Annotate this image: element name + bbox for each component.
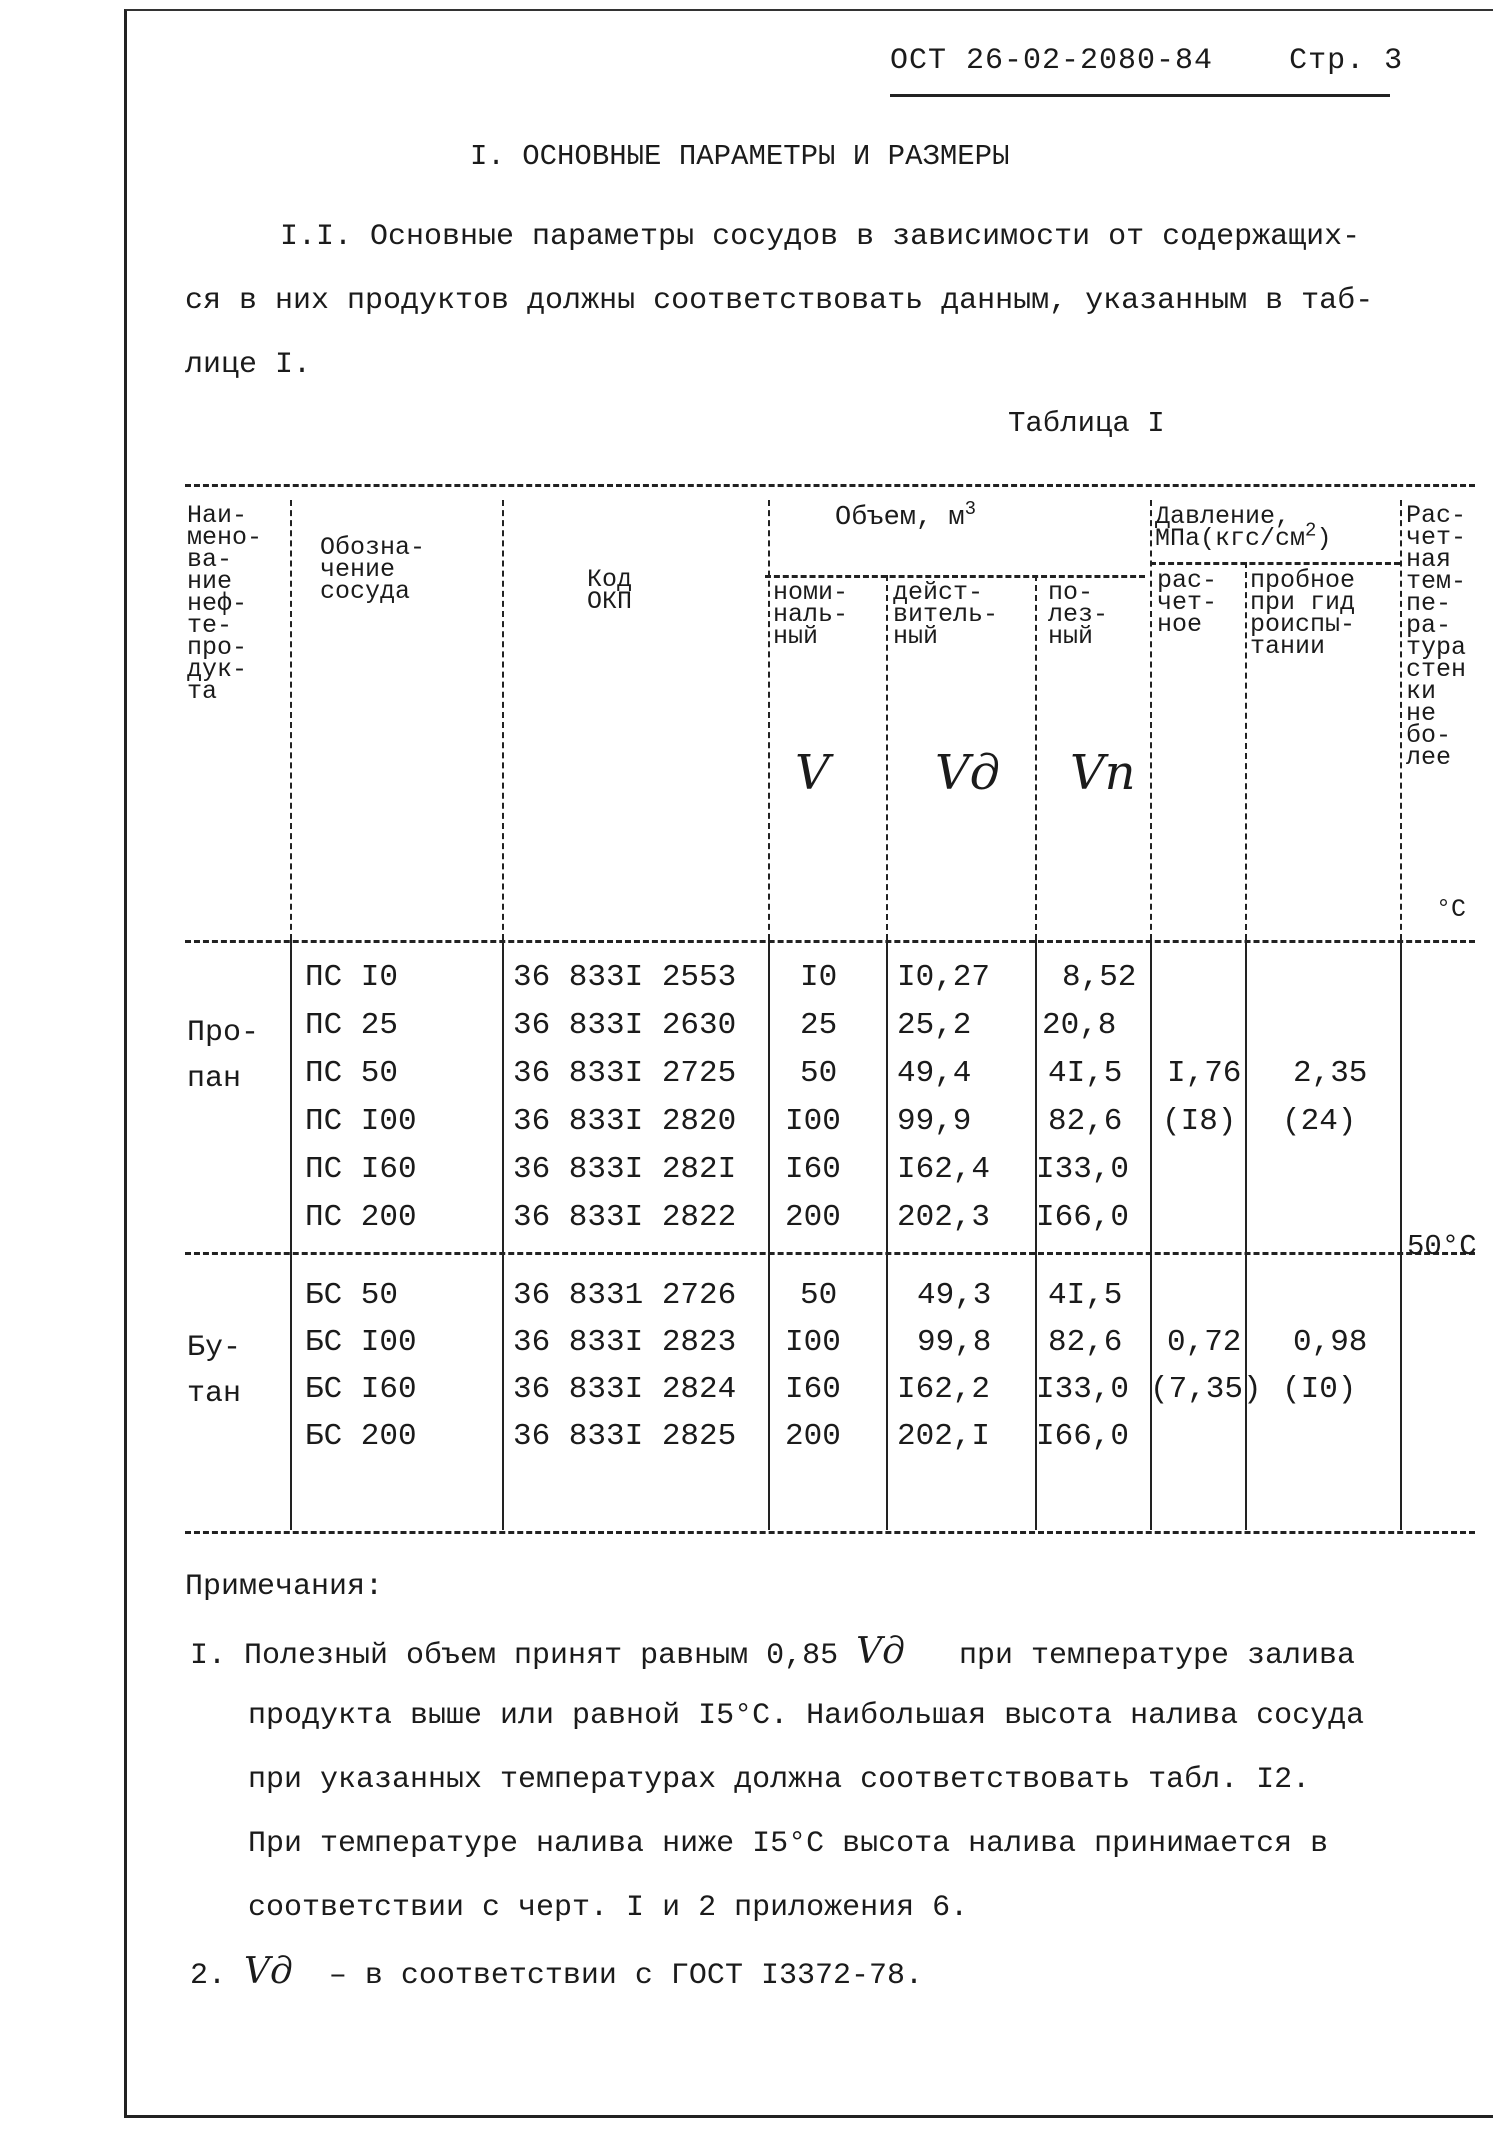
note-1-line-2: продукта выше или равной I5°С. Наибольшая высота налива сосуда (248, 1699, 1365, 1733)
table-caption: Таблица I (1008, 407, 1165, 440)
note-1-line-4: При температуре налива ниже I5°С высота налива принимается в (248, 1827, 1329, 1861)
header-bottom-rule (185, 940, 1475, 943)
col-rule-1 (290, 940, 292, 1530)
product-butane: Бу- тан (187, 1331, 242, 1411)
col-rule-6 (1150, 940, 1152, 1530)
pressure-calc-propane: I,76 (1167, 1056, 1242, 1091)
cell-actual: 99,8 (917, 1325, 992, 1360)
header-actual: дейст- витель- ный (893, 578, 999, 651)
cell-actual: 202,3 (897, 1200, 991, 1235)
symbol-nominal: V (795, 745, 830, 801)
cell-nominal: 50 (800, 1056, 838, 1091)
cell-nominal: I0 (800, 960, 838, 995)
pressure-calc-butane: 0,72 (1167, 1325, 1242, 1360)
pressure-test-butane: 0,98 (1293, 1325, 1368, 1360)
pressure-calc-kgf-butane: (7,35) (1150, 1372, 1262, 1407)
pressure-subheader-rule (1150, 562, 1400, 565)
cell-useful: I66,0 (1036, 1200, 1130, 1235)
col-rule-4 (886, 940, 888, 1530)
cell-actual: 202,I (897, 1419, 991, 1454)
section-title: I. ОСНОВНЫЕ ПАРАМЕТРЫ И РАЗМЕРЫ (470, 140, 1010, 173)
cell-useful: 20,8 (1042, 1008, 1117, 1043)
header-volume: Объем, $м^3$ (835, 498, 977, 533)
cell-actual: I0,27 (897, 960, 991, 995)
symbol-actual: Vд (935, 745, 1001, 801)
cell-designation: ПС 50 (305, 1056, 399, 1091)
cell-designation: ПС 200 (305, 1200, 417, 1235)
cell-designation: ПС I00 (305, 1104, 417, 1139)
header-nominal: номи- наль- ный (773, 578, 849, 651)
cell-okp: 36 833I 2824 (513, 1372, 737, 1407)
col-rule-8h (1400, 500, 1402, 940)
header-designation: Обозна- чение сосуда (320, 533, 426, 606)
note-2: 2. Vд – в соответствии с ГОСТ I3372-78. (190, 1951, 923, 1993)
cell-nominal: 200 (785, 1419, 841, 1454)
pressure-calc-kgf-propane: (I8) (1162, 1104, 1237, 1139)
col-rule-2 (502, 940, 504, 1530)
cell-designation: БС 200 (305, 1419, 417, 1454)
col-rule-6h (1150, 500, 1152, 940)
cell-okp: 36 833I 2725 (513, 1056, 737, 1091)
header-temperature: Рас- чет- ная тем- пе- ра- тура стен ки не бо- лее (1406, 501, 1467, 772)
cell-actual: 49,4 (897, 1056, 972, 1091)
notes-title: Примечания: (185, 1570, 384, 1604)
cell-useful: 82,6 (1048, 1325, 1123, 1360)
pressure-test-kgf-butane: (I0) (1282, 1372, 1357, 1407)
cell-designation: ПС I0 (305, 960, 399, 995)
col-rule-3h (768, 500, 770, 940)
cell-designation: БС I00 (305, 1325, 417, 1360)
header-pressure-calc: рас- чет- ное (1157, 566, 1218, 639)
col-rule-2h (502, 500, 504, 940)
cell-nominal: I60 (785, 1152, 841, 1187)
header-pressure: Давление, $МПа(кгс/см^2)$ (1155, 502, 1332, 553)
document-code: ОСТ 26-02-2080-84 Стр. 3 (890, 44, 1404, 78)
table-top-rule (185, 484, 1475, 487)
note-1-line-5: соответствии с черт. I и 2 приложения 6. (248, 1891, 969, 1925)
cell-okp: 36 833I 2820 (513, 1104, 737, 1139)
cell-okp: 36 8331 2726 (513, 1278, 737, 1313)
cell-actual: I62,4 (897, 1152, 991, 1187)
cell-nominal: 25 (800, 1008, 838, 1043)
header-useful: по- лез- ный (1048, 578, 1109, 651)
col-rule-5h (1035, 575, 1037, 940)
col-rule-7 (1245, 940, 1247, 1530)
cell-useful: 4I,5 (1048, 1056, 1123, 1091)
cell-nominal: I60 (785, 1372, 841, 1407)
paragraph-line-2: ся в них продуктов должны соответствовать данным, указанным в таб- (185, 284, 1374, 318)
cell-nominal: I00 (785, 1104, 841, 1139)
header-okp: Код ОКП (587, 565, 633, 616)
col-rule-4h (886, 575, 888, 940)
paragraph-line-1: I.I. Основные параметры сосудов в зависимости от содержащих- (280, 220, 1361, 254)
cell-actual: 49,3 (917, 1278, 992, 1313)
table-bottom-rule (185, 1531, 1475, 1534)
cell-useful: I33,0 (1036, 1372, 1130, 1407)
group-divider-rule (185, 1252, 1475, 1255)
cell-actual: I62,2 (897, 1372, 991, 1407)
paragraph-line-3: лице I. (185, 348, 312, 382)
col-rule-8 (1400, 940, 1402, 1530)
cell-designation: ПС 25 (305, 1008, 399, 1043)
col-rule-3 (768, 940, 770, 1530)
product-propane: Про- пан (187, 1016, 260, 1096)
temperature-value: 50°С (1407, 1230, 1477, 1263)
cell-nominal: 50 (800, 1278, 838, 1313)
page-number: Стр. 3 (1289, 44, 1404, 78)
col-rule-1h (290, 500, 292, 940)
note-1-line-3: при указанных температурах должна соответствовать табл. I2. (248, 1763, 1311, 1797)
note1-symbol: Vд (856, 1631, 905, 1672)
header-pressure-test: пробное при гид роиспы- тании (1250, 566, 1356, 661)
pressure-test-kgf-propane: (24) (1282, 1104, 1357, 1139)
cell-okp: 36 833I 2823 (513, 1325, 737, 1360)
cell-actual: 25,2 (897, 1008, 972, 1043)
symbol-useful: Vп (1070, 745, 1136, 801)
cell-designation: БС I60 (305, 1372, 417, 1407)
cell-designation: ПС I60 (305, 1152, 417, 1187)
cell-okp: 36 833I 2825 (513, 1419, 737, 1454)
cell-okp: 36 833I 2630 (513, 1008, 737, 1043)
header-temperature-unit: °С (1436, 895, 1467, 924)
cell-useful: 8,52 (1062, 960, 1137, 995)
header-underline (890, 94, 1390, 97)
cell-useful: 4I,5 (1048, 1278, 1123, 1313)
cell-nominal: I00 (785, 1325, 841, 1360)
cell-useful: I33,0 (1036, 1152, 1130, 1187)
pressure-test-propane: 2,35 (1293, 1056, 1368, 1091)
col-rule-7h (1245, 562, 1247, 940)
cell-useful: 82,6 (1048, 1104, 1123, 1139)
cell-actual: 99,9 (897, 1104, 972, 1139)
header-product: Наи- мено- ва- ние неф- те- про- дук- та (187, 501, 263, 706)
cell-useful: I66,0 (1036, 1419, 1130, 1454)
note-1-first-line: I. Полезный объем принят равным 0,85 Vд при температуре залива (190, 1631, 1356, 1673)
cell-okp: 36 833I 282I (513, 1152, 737, 1187)
cell-nominal: 200 (785, 1200, 841, 1235)
cell-okp: 36 833I 2822 (513, 1200, 737, 1235)
cell-okp: 36 833I 2553 (513, 960, 737, 995)
cell-designation: БС 50 (305, 1278, 399, 1313)
note2-symbol: Vд (244, 1951, 293, 1992)
